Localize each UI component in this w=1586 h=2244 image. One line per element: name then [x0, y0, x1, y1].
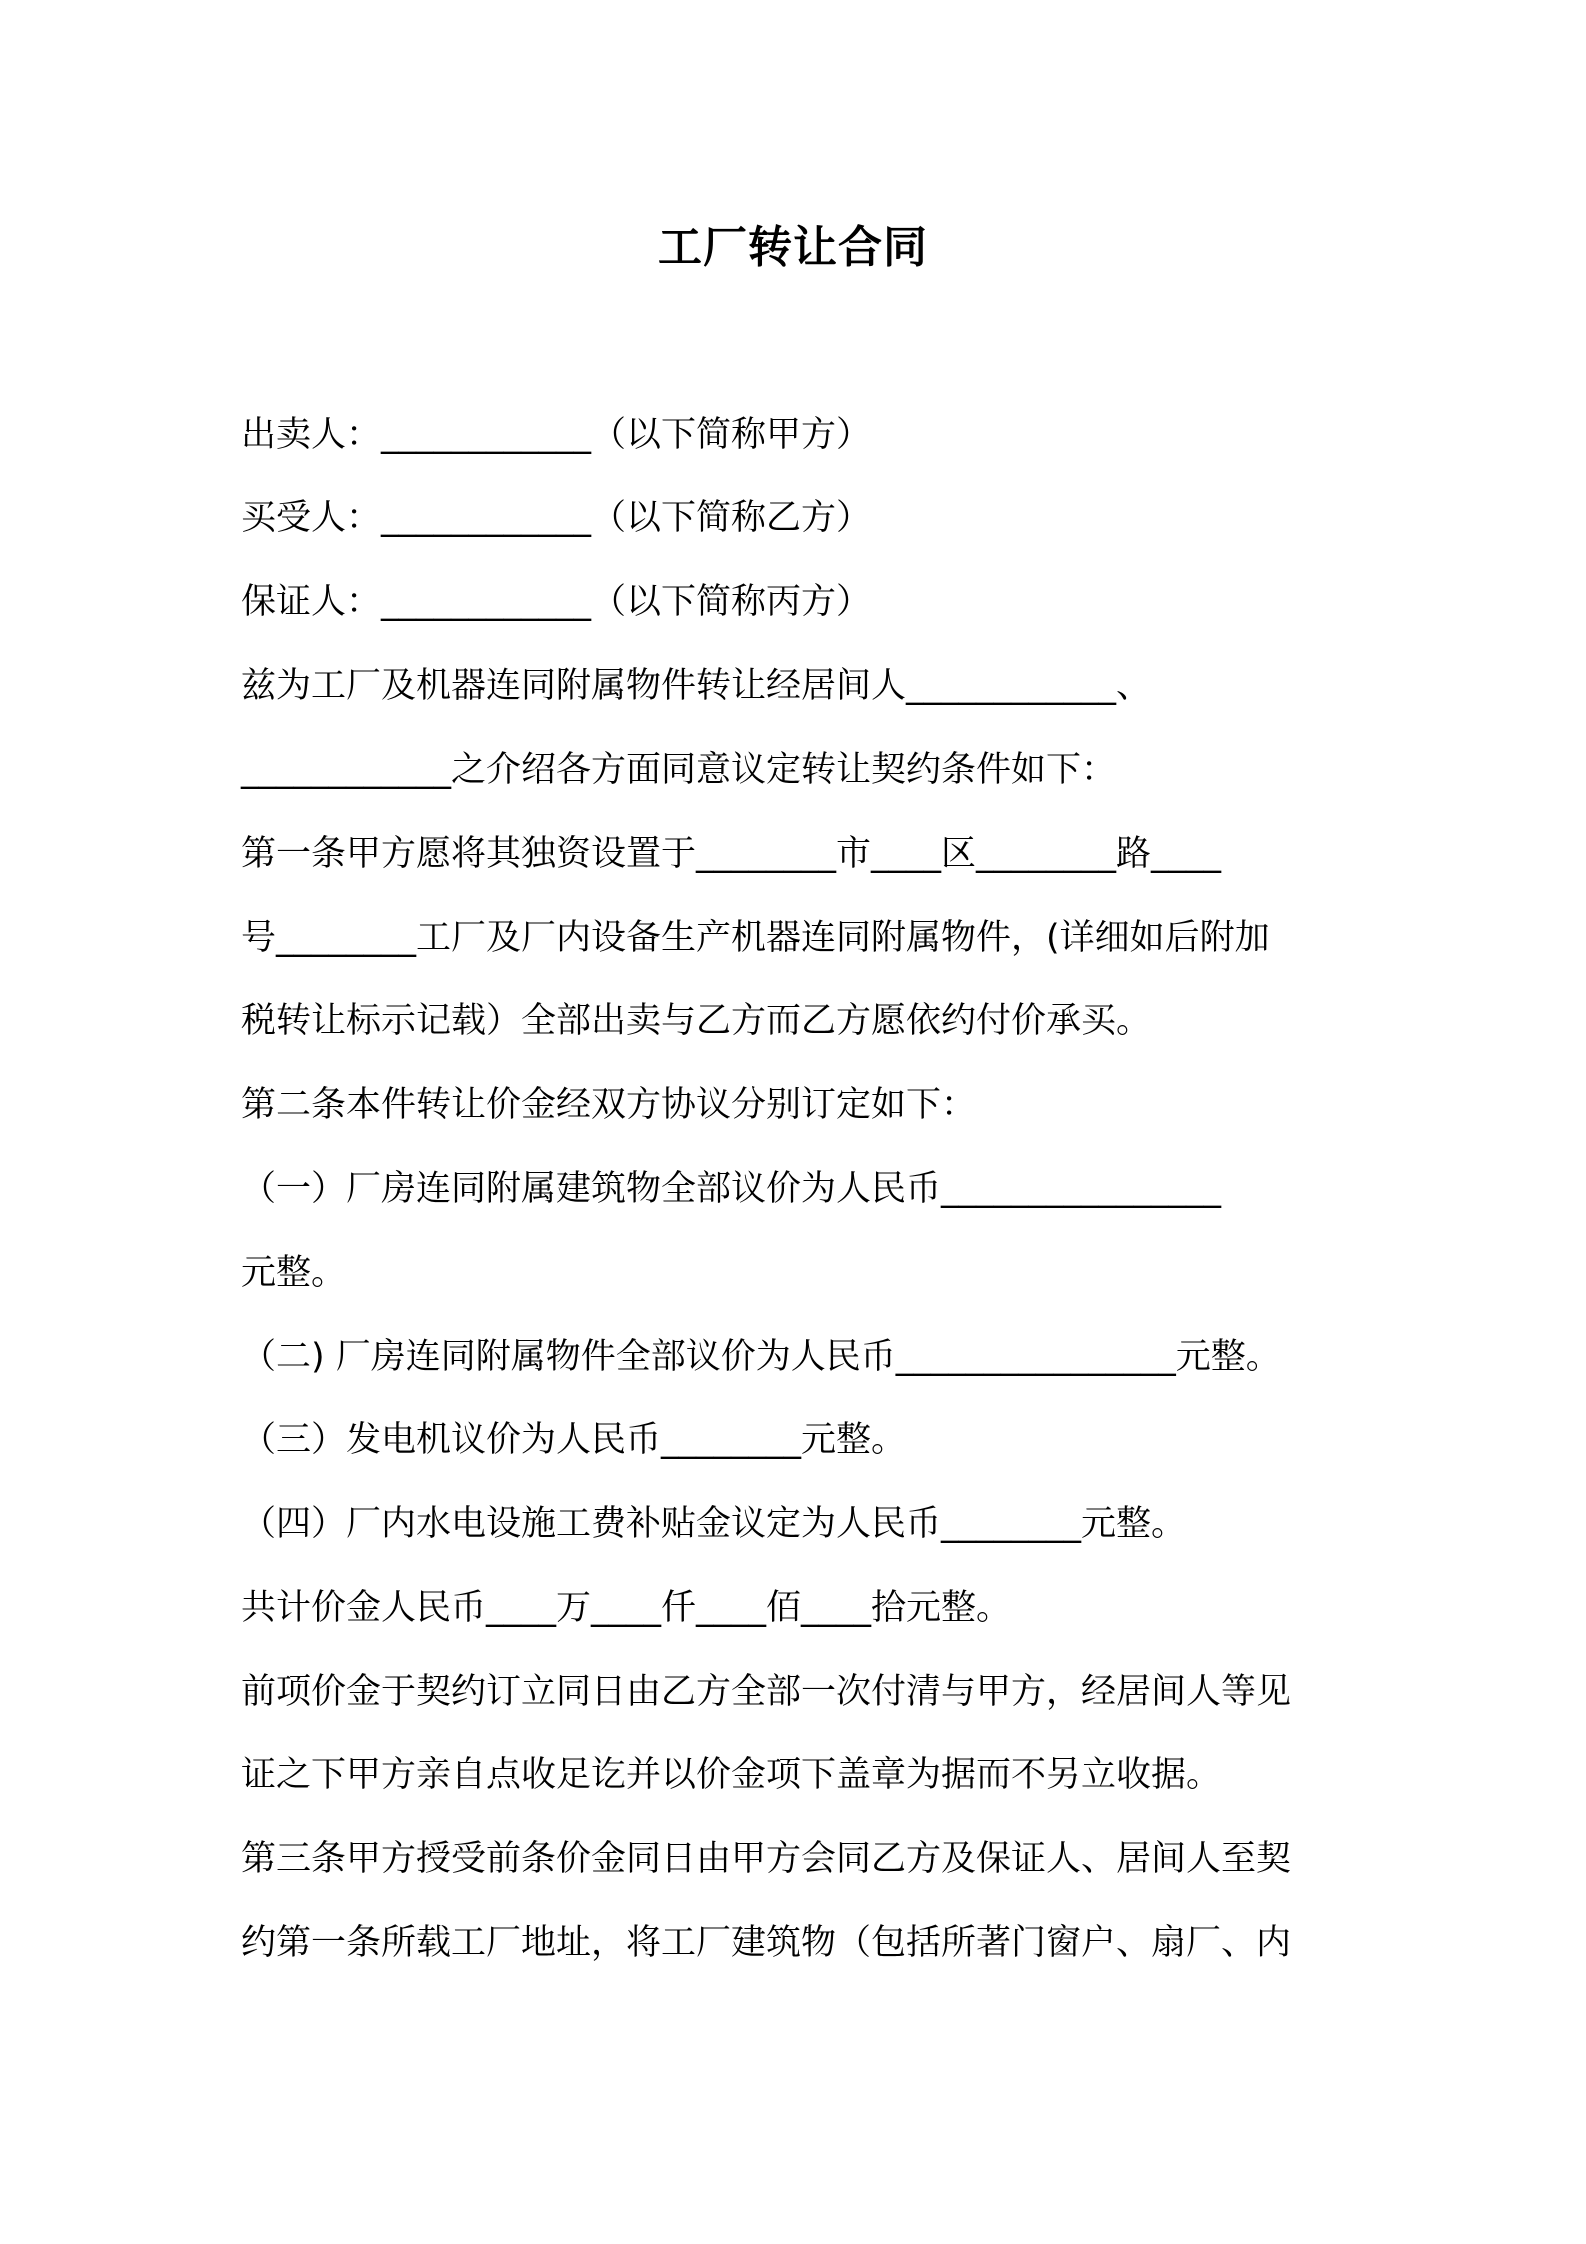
article-3-line-2: 约第一条所载工厂地址，将工厂建筑物（包括所著门窗户、扇厂、内 [241, 1923, 1292, 1963]
article-2-item-1-line-2: 元整。 [241, 1253, 347, 1293]
article-2-item-4: （四）厂内水电设施工费补贴金议定为人民币________元整。 [241, 1504, 1187, 1544]
article-2-item-3: （三）发电机议价为人民币________元整。 [241, 1420, 907, 1460]
buyer-line: 买受人：____________（以下简称乙方） [241, 498, 872, 538]
article-2-total: 共计价金人民币____万____仟____佰____拾元整。 [241, 1588, 1012, 1628]
article-1-line-2: 号________工厂及厂内设备生产机器连同附属物件，(详细如后附加 [241, 918, 1270, 958]
document-title: 工厂转让合同 [658, 222, 928, 273]
preamble-line-1: 兹为工厂及机器连同附属物件转让经居间人____________、 [241, 666, 1152, 706]
article-1-line-1: 第一条甲方愿将其独资设置于________市____区________路____ [241, 834, 1222, 874]
article-2-payment-line-1: 前项价金于契约订立同日由乙方全部一次付清与甲方，经居间人等见 [241, 1672, 1292, 1712]
article-1-line-3: 税转让标示记载）全部出卖与乙方而乙方愿依约付价承买。 [241, 1001, 1152, 1041]
article-2-heading: 第二条本件转让价金经双方协议分别订定如下： [241, 1085, 977, 1125]
seller-line: 出卖人：____________（以下简称甲方） [241, 415, 872, 455]
article-2-item-2: （二) 厂房连同附属物件全部议价为人民币________________元整。 [241, 1337, 1281, 1377]
article-2-payment-line-2: 证之下甲方亲自点收足讫并以价金项下盖章为据而不另立收据。 [241, 1755, 1222, 1795]
article-3-line-1: 第三条甲方授受前条价金同日由甲方会同乙方及保证人、居间人至契 [241, 1839, 1292, 1879]
guarantor-line: 保证人：____________（以下简称丙方） [241, 582, 872, 622]
article-2-item-1-line-1: （一）厂房连同附属建筑物全部议价为人民币________________ [241, 1169, 1222, 1209]
preamble-line-2: ____________之介绍各方面同意议定转让契约条件如下： [241, 750, 1117, 790]
